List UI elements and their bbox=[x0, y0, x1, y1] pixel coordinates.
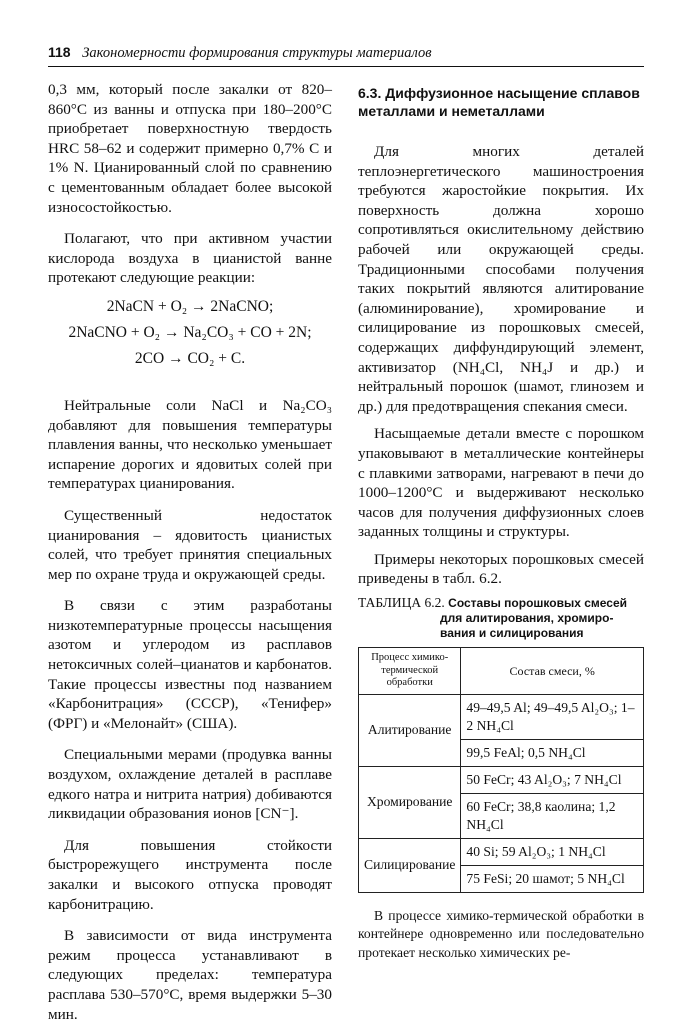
mix-cell: 50 FeCr; 43 Al₂O₃; 7 NH₄Cl bbox=[461, 766, 644, 793]
paragraph: Нейтральные соли NaCl и Na₂CO₃ добавляют для повышения температуры плавления ванны, что несколько уменьшает испарение дорогих и ядовитых солей при температурах цианирования. bbox=[48, 396, 332, 493]
page-header bbox=[48, 44, 644, 66]
process-cell: Хромирование bbox=[359, 766, 461, 838]
table-label: ТАБЛИЦА 6.2. bbox=[358, 595, 445, 611]
mix-cell: 49–49,5 Al; 49–49,5 Al₂O₃; 1–2 NH₄Cl bbox=[461, 694, 644, 739]
table-row bbox=[359, 838, 644, 865]
page-number: 118 bbox=[48, 44, 71, 60]
equation-1: 2NaCN + O₂ → 2NaCNO; bbox=[106, 297, 274, 315]
mix-cell: 60 FeCr; 38,8 каолина; 1,2 NH₄Cl bbox=[461, 793, 644, 838]
section-title: 6.3. Диффузионное насыщение сплавов металлами и неметаллами bbox=[358, 85, 640, 119]
mix-cell: 99,5 FeAl; 0,5 NH₄Cl bbox=[461, 739, 644, 766]
table-caption-line: вания и силицирования bbox=[440, 626, 584, 641]
table-row bbox=[359, 694, 644, 739]
composition-table bbox=[358, 647, 644, 893]
process-cell: Силицирование bbox=[359, 838, 461, 892]
paragraph: Полагают, что при активном участии кислорода воздуха в цианистой ванне протекают следующие реакции: bbox=[48, 230, 332, 287]
paragraph: В связи с этим разработаны низкотемпературные процессы насыщения азотом и углеродом из расплавов нетоксичных солей–цианатов и карбонатов. Такие процессы известны под названием «Карбонитрация» (СССР), «Тенифер» (ФРГ) и «Мелонайт» (США). bbox=[48, 597, 332, 732]
equation-3: 2CO → CO₂ + C. bbox=[134, 349, 246, 367]
paragraph: Существенный недостаток цианирования – ядовитость цианистых солей, что требует принятия специальных мер по охране труда и окружающей среды. bbox=[48, 506, 332, 583]
mix-cell: 75 FeSi; 20 шамот; 5 NH₄Cl bbox=[461, 865, 644, 892]
table-row bbox=[359, 766, 644, 793]
left-column bbox=[48, 80, 332, 1024]
running-title: Закономерности формирования структуры материалов bbox=[82, 45, 432, 61]
table-caption bbox=[358, 595, 644, 641]
equation-2: 2NaCNO + O₂ → Na₂CO₃ + CO + 2N; bbox=[68, 323, 312, 341]
table-caption-line: для алитирования, хромиро- bbox=[440, 611, 614, 626]
header-rule bbox=[48, 66, 644, 67]
process-cell: Алитирование bbox=[359, 694, 461, 766]
paragraph: В зависимости от вида инструмента режим процесса устанавливают в следующих пределах: температура расплава 530–570°С, время выдержки 5–30 мин. bbox=[48, 927, 332, 1023]
paragraph: Насыщаемые детали вместе с порошком упаковывают в металлические контейнеры с плавкими затворами, нагревают в печи до 1000–1200°С и выдерживают несколько часов для получения диффузионных слоев заданных толщины и структуры. bbox=[358, 425, 644, 541]
paragraph: Специальными мерами (продувка ванны воздухом, охлаждение деталей в расплаве едкого натра и нитрита натрия) добиваются ликвидации образования ионов [CN⁻]. bbox=[48, 746, 332, 823]
right-column bbox=[358, 80, 644, 962]
paragraph: 0,3 мм, который после закалки от 820–860°С из ванны и отпуска при 180–200°С приобретает поверхностную твердость HRC 58–62 и содержит примерно 0,7% С и 1% N. Цианированный слой по сравнению с цементованным обладает более высокой износостойкостью. bbox=[48, 81, 332, 216]
paragraph: Для многих деталей теплоэнергетического машиностроения требуются жаростойкие покрытия. Их поверхность должна хорошо сопротивляться окислительному действию рабочей или окружающей среды. Традиционными способами получения таких покрытий являются алитирование (алюминирование), хромирование и силицирование из порошковых смесей, содержащих диффундирующий элемент, активизатор (NH₄Cl, NH₄J и др.) и нейтральный порошок (шамот, глинозем и др.) для предотвращения спекания смеси. bbox=[358, 143, 644, 415]
paragraph: Для повышения стойкости быстрорежущего инструмента после закалки и высокого отпуска проводят карбонитрацию. bbox=[48, 836, 332, 913]
table-header-row bbox=[359, 648, 644, 695]
mix-cell: 40 Si; 59 Al₂O₃; 1 NH₄Cl bbox=[461, 838, 644, 865]
paragraph: В процессе химико-термической обработки в контейнере одновременно или последовательно протекает несколько химических ре- bbox=[358, 907, 644, 960]
col-header-mix: Состав смеси, % bbox=[461, 648, 644, 695]
table-caption-line: Составы порошковых смесей bbox=[448, 596, 628, 611]
paragraph: Примеры некоторых порошковых смесей приведены в табл. 6.2. bbox=[358, 550, 644, 588]
reaction-equations bbox=[48, 294, 332, 372]
col-header-process: Процесс химико-термической обработки bbox=[359, 648, 461, 695]
